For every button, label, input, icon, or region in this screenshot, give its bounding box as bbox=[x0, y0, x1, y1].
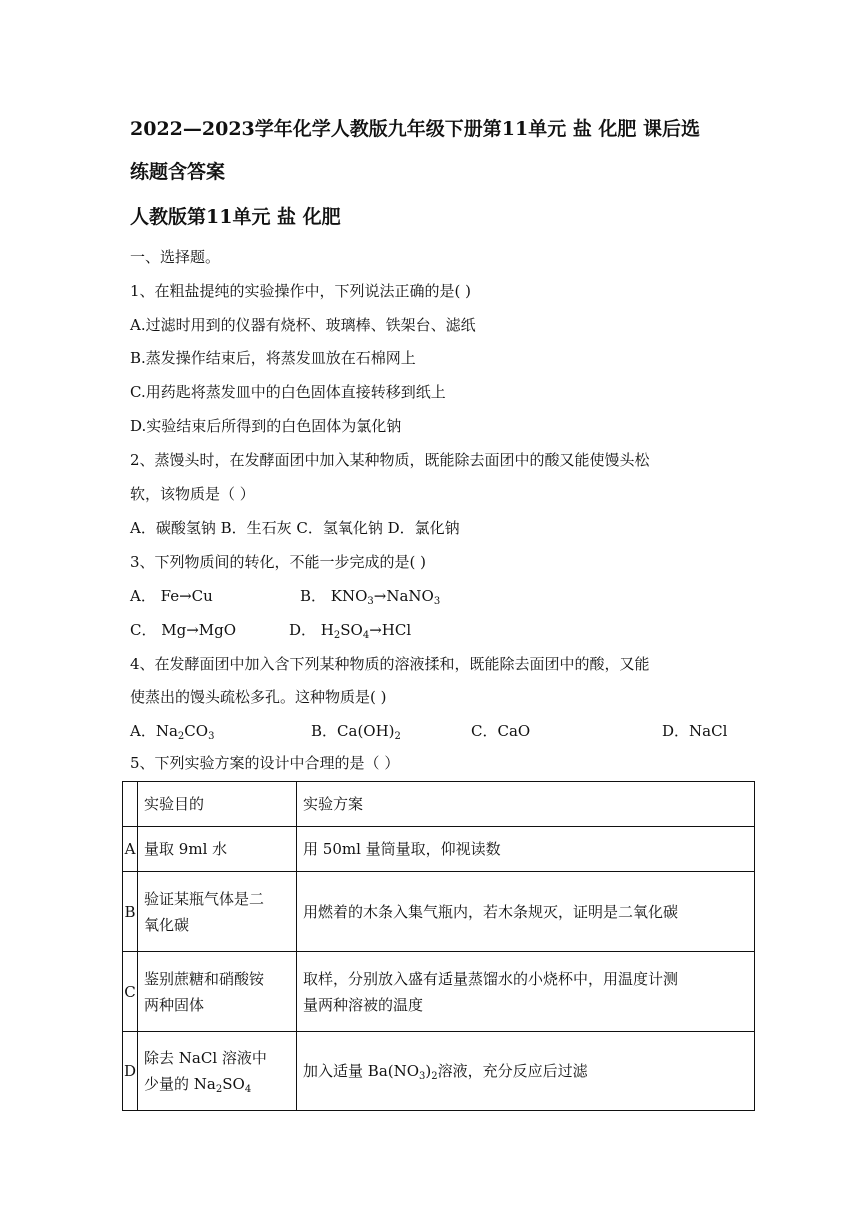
q3-b-subscript2: 3 bbox=[433, 596, 441, 607]
row-purpose bbox=[138, 952, 297, 1032]
header-plan-cell: 实验方案 bbox=[297, 782, 755, 827]
row-purpose-line2: 氧化碳 bbox=[144, 915, 190, 934]
row-d-purpose-text2: SO bbox=[222, 1075, 245, 1093]
q4-stem-line1: 4、在发酵面团中加入含下列某种物质的溶液揉和，既能除去面团中的酸，又能 bbox=[130, 655, 650, 673]
row-purpose-line2: 两种固体 bbox=[144, 995, 205, 1014]
q1-stem: 1、在粗盐提纯的实验操作中，下列说法正确的是( ) bbox=[130, 282, 472, 300]
row-d-plan-text3: 溶液，充分反应后过滤 bbox=[437, 1062, 588, 1080]
row-label: C bbox=[123, 952, 138, 1032]
q4-a-subscript2: 3 bbox=[208, 731, 215, 742]
row-purpose-line1: 除去 NaCl 溶液中 bbox=[144, 1049, 267, 1067]
q4-option-c: C．CaO bbox=[471, 722, 531, 740]
q5-stem: 5、下列实验方案的设计中合理的是（ ） bbox=[130, 754, 400, 772]
q3-d-subscript2: 4 bbox=[362, 630, 370, 641]
row-plan bbox=[297, 952, 755, 1032]
row-plan bbox=[297, 872, 755, 952]
q1-option-d: D.实验结束后所得到的白色固体为氯化钠 bbox=[130, 417, 402, 435]
table-row bbox=[123, 872, 755, 952]
row-plan-line2: 量两种溶被的温度 bbox=[303, 995, 424, 1014]
q3-b-text: B． KNO bbox=[300, 587, 368, 605]
row-plan-line1: 取样，分别放入盛有适量蒸馏水的小烧杯中，用温度计测 bbox=[303, 969, 679, 988]
row-d-plan-subscript: 3 bbox=[419, 1071, 426, 1082]
row-purpose bbox=[138, 872, 297, 952]
row-d-plan-text: 加入适量 Ba(NO bbox=[303, 1062, 420, 1080]
q3-d-text3: →HCl bbox=[369, 621, 412, 639]
table-row bbox=[123, 1032, 755, 1111]
q3-b-text2: →NaNO bbox=[373, 587, 434, 605]
row-d-purpose-subscript: 2 bbox=[215, 1084, 223, 1095]
q3-d-text: D． H bbox=[289, 621, 334, 639]
q4-b-text: B．Ca(OH) bbox=[311, 722, 395, 740]
row-plan-line1: 用燃着的木条入集气瓶内，若木条规灭，证明是二氧化碳 bbox=[303, 902, 679, 921]
q3-d-subscript: 2 bbox=[333, 630, 341, 641]
q5-table bbox=[122, 781, 755, 1111]
row-label: A bbox=[123, 827, 138, 872]
q4-b-subscript: 2 bbox=[394, 731, 401, 742]
row-label: D bbox=[123, 1032, 138, 1111]
q3-option-a: A． Fe→Cu bbox=[130, 587, 213, 605]
header-label-cell bbox=[123, 782, 138, 827]
q3-option-c: C． Mg→MgO bbox=[130, 621, 237, 639]
row-purpose-line1: 量取 9ml 水 bbox=[144, 840, 228, 858]
row-purpose-line1: 验证某瓶气体是二 bbox=[144, 889, 265, 908]
q5-table-header bbox=[123, 782, 755, 827]
row-plan bbox=[297, 1032, 755, 1111]
row-purpose-line1: 鉴别蔗糖和硝酸铵 bbox=[144, 969, 265, 988]
q4-a-text: A．Na bbox=[130, 722, 178, 740]
header-purpose-cell: 实验目的 bbox=[138, 782, 297, 827]
q3-option-b bbox=[300, 587, 440, 605]
row-d-purpose-text: 少量的 Na bbox=[144, 1075, 216, 1093]
document-title-line2: 练题含答案 bbox=[130, 161, 226, 183]
part-heading: 一、选择题。 bbox=[130, 248, 221, 266]
q4-a-subscript: 2 bbox=[177, 731, 185, 742]
row-purpose bbox=[138, 827, 297, 872]
q2-options: A．碳酸氢钠 B．生石灰 C．氢氧化钠 D．氯化钠 bbox=[130, 519, 460, 537]
section-title: 人教版第11单元 盐 化肥 bbox=[130, 206, 341, 228]
q3-d-text2: SO bbox=[340, 621, 363, 639]
q4-option-d: D．NaCl bbox=[662, 722, 728, 740]
table-row bbox=[123, 952, 755, 1032]
q4-option-a bbox=[130, 722, 214, 740]
q2-stem-line1: 2、蒸馒头时，在发酵面团中加入某种物质，既能除去面团中的酸又能使馒头松 bbox=[130, 451, 650, 469]
row-d-purpose-subscript2: 4 bbox=[244, 1084, 252, 1095]
row-plan-line1: 用 50ml 量筒量取，仰视读数 bbox=[303, 840, 501, 858]
q4-stem-line2: 使蒸出的馒头疏松多孔。这种物质是( ) bbox=[130, 688, 387, 706]
table-row bbox=[123, 827, 755, 872]
row-purpose-line2 bbox=[144, 1071, 290, 1097]
document-title-line1: 2022—2023学年化学人教版九年级下册第11单元 盐 化肥 课后选 bbox=[130, 118, 701, 140]
q3-option-d bbox=[289, 621, 411, 639]
q1-option-c: C.用药匙将蒸发皿中的白色固体直接转移到纸上 bbox=[130, 383, 446, 401]
q4-a-text2: CO bbox=[184, 722, 209, 740]
row-plan bbox=[297, 827, 755, 872]
q1-option-a: A.过滤时用到的仪器有烧杯、玻璃棒、铁架台、滤纸 bbox=[130, 316, 476, 334]
q3-b-subscript: 3 bbox=[367, 596, 374, 607]
row-purpose bbox=[138, 1032, 297, 1111]
q2-stem-line2: 软，该物质是（ ） bbox=[130, 485, 255, 503]
q3-stem: 3、下列物质间的转化，不能一步完成的是( ) bbox=[130, 553, 427, 571]
row-label: B bbox=[123, 872, 138, 952]
row-d-plan-subscript2: 2 bbox=[431, 1071, 438, 1082]
row-d-plan-text2: ) bbox=[425, 1062, 432, 1080]
q1-option-b: B.蒸发操作结束后，将蒸发皿放在石棉网上 bbox=[130, 349, 416, 367]
q4-option-b bbox=[311, 722, 401, 740]
